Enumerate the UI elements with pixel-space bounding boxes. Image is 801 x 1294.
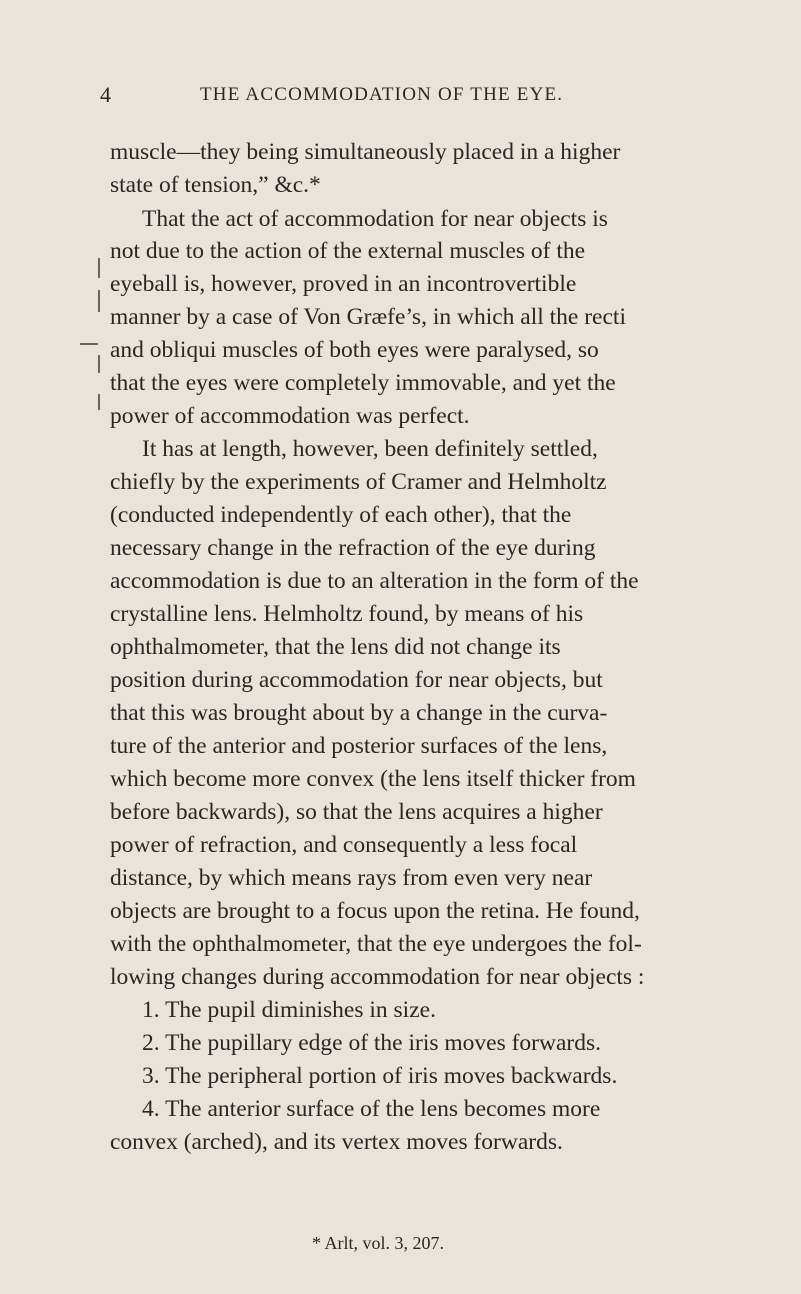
text-line: muscle—they being simultaneously placed in a higher bbox=[110, 139, 621, 165]
text-line: objects are brought to a focus upon the retina. He found, bbox=[110, 898, 640, 924]
text-line: not due to the action of the external muscles of the bbox=[110, 238, 586, 264]
list-item: 1. The pupil diminishes in size. bbox=[142, 997, 436, 1023]
list-item: 2. The pupillary edge of the iris moves forwards. bbox=[142, 1030, 602, 1056]
text-line: (conducted independently of each other), that the bbox=[110, 502, 572, 528]
text-line: power of accommodation was perfect. bbox=[110, 403, 470, 429]
list-item: 3. The peripheral portion of iris moves backwards. bbox=[142, 1063, 618, 1089]
text-line: state of tension,” &c.* bbox=[110, 172, 321, 198]
margin-bracket-mark bbox=[98, 258, 100, 278]
text-line: eyeball is, however, proved in an incontrovertible bbox=[110, 271, 577, 297]
text-line: That the act of accommodation for near objects is bbox=[142, 206, 608, 232]
text-line: before backwards), so that the lens acquires a higher bbox=[110, 799, 603, 825]
text-line: power of refraction, and consequently a less focal bbox=[110, 832, 578, 858]
text-line: accommodation is due to an alteration in the form of the bbox=[110, 568, 639, 594]
text-line: with the ophthalmometer, that the eye undergoes the fol- bbox=[110, 931, 642, 957]
text-line: manner by a case of Von Græfe’s, in which all the recti bbox=[110, 304, 626, 330]
text-line: necessary change in the refraction of the eye during bbox=[110, 535, 596, 561]
text-line: and obliqui muscles of both eyes were paralysed, so bbox=[110, 337, 599, 363]
page-header bbox=[100, 82, 740, 112]
text-line: ture of the anterior and posterior surfaces of the lens, bbox=[110, 733, 608, 759]
text-line: that this was brought about by a change in the curva- bbox=[110, 700, 608, 726]
text-line: crystalline lens. Helmholtz found, by means of his bbox=[110, 601, 584, 627]
text-line: which become more convex (the lens itself thicker from bbox=[110, 766, 636, 792]
text-line: lowing changes during accommodation for near objects : bbox=[110, 964, 645, 990]
margin-bracket-mark bbox=[98, 394, 100, 410]
running-head: THE ACCOMMODATION OF THE EYE. bbox=[200, 84, 564, 105]
text-line: distance, by which means rays from even very near bbox=[110, 865, 593, 891]
text-line: that the eyes were completely immovable, and yet the bbox=[110, 370, 616, 396]
margin-dash-mark bbox=[80, 343, 98, 345]
margin-bracket-mark bbox=[98, 355, 100, 373]
text-line: position during accommodation for near objects, but bbox=[110, 667, 603, 693]
text-line: It has at length, however, been definitely settled, bbox=[142, 436, 598, 462]
margin-bracket-mark bbox=[98, 290, 100, 312]
list-item: 4. The anterior surface of the lens becomes more bbox=[142, 1096, 601, 1122]
text-line: convex (arched), and its vertex moves forwards. bbox=[110, 1129, 563, 1155]
footnote: * Arlt, vol. 3, 207. bbox=[312, 1233, 445, 1253]
text-line: chiefly by the experiments of Cramer and Helmholtz bbox=[110, 469, 607, 495]
text-line: ophthalmometer, that the lens did not change its bbox=[110, 634, 561, 660]
page-number: 4 bbox=[100, 82, 111, 107]
